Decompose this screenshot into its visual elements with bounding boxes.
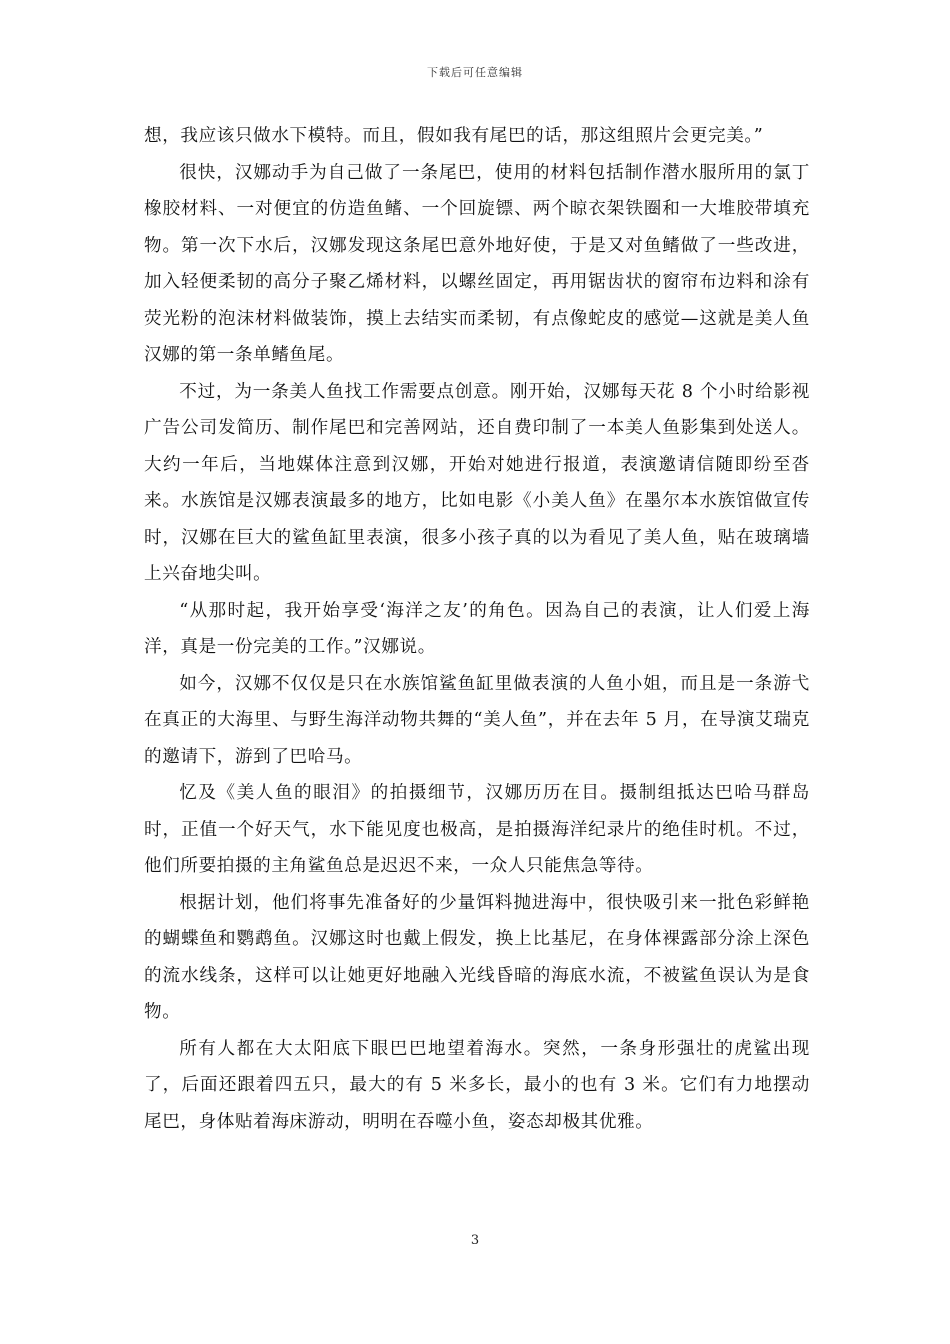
paragraph: 所有人都在大太阳底下眼巴巴地望着海水。突然，一条身形强壮的虎鲨出现了，后面还跟着四五只，最大的有 5 米多长，最小的也有 3 米。它们有力地摆动尾巴，身体贴着海床游动，明明在吞噬小鱼，姿态却极其优雅。 <box>144 1038 810 1132</box>
document-body <box>144 118 810 1140</box>
page-header: 下载后可任意编辑 <box>427 66 523 79</box>
paragraph: 如今，汉娜不仅仅是只在水族馆鲨鱼缸里做表演的人鱼小姐，而且是一条游弋在真正的大海里、与野生海洋动物共舞的“美人鱼”，并在去年 5 月，在导演艾瑞克的邀请下，游到了巴哈马。 <box>144 673 810 767</box>
paragraph-continuation: 想，我应该只做水下模特。而且，假如我有尾巴的话，那这组照片会更完美。” <box>144 126 764 146</box>
paragraph: “从那时起，我开始享受‘海洋之友’的角色。因為自己的表演，让人们爱上海洋，真是一份完美的工作。”汉娜说。 <box>144 600 810 657</box>
page-number: 3 <box>470 1233 480 1248</box>
paragraph: 忆及《美人鱼的眼泪》的拍摄细节，汉娜历历在目。摄制组抵达巴哈马群岛时，正值一个好天气，水下能见度也极高，是拍摄海洋纪录片的绝佳时机。不过，他们所要拍摄的主角鲨鱼总是迟迟不来，一众人只能焦急等待。 <box>144 783 810 876</box>
paragraph: 根据计划，他们将事先准备好的少量饵料抛进海中，很快吸引来一批色彩鲜艳的蝴蝶鱼和鹦鹉鱼。汉娜这时也戴上假发，换上比基尼，在身体裸露部分涂上深色的流水线条，这样可以让她更好地融入光线昏暗的海底水流，不被鲨鱼误认为是食物。 <box>144 892 810 1022</box>
paragraph: 不过，为一条美人鱼找工作需要点创意。刚开始，汉娜每天花 8 个小时给影视广告公司发简历、制作尾巴和完善网站，还自费印制了一本美人鱼影集到处送人。大约一年后，当地媒体注意到汉娜，开始对她进行报道，表演邀请信随即纷至沓来。水族馆是汉娜表演最多的地方，比如电影《小美人鱼》在墨尔本水族馆做宣传时，汉娜在巨大的鲨鱼缸里表演，很多小孩子真的以为看见了美人鱼，贴在玻璃墙上兴奋地尖叫。 <box>144 381 810 584</box>
paragraph: 很快，汉娜动手为自己做了一条尾巴，使用的材料包括制作潜水服所用的氯丁橡胶材料、一对便宜的仿造鱼鳍、一个回旋镖、两个晾衣架铁圈和一大堆胶带填充物。第一次下水后，汉娜发现这条尾巴意外地好使，于是又对鱼鳍做了一些改进，加入轻便柔韧的高分子聚乙烯材料，以螺丝固定，再用锯齿状的窗帘布边料和涂有荧光粉的泡沫材料做装饰，摸上去结实而柔韧，有点像蛇皮的感觉—这就是美人鱼汉娜的第一条单鳍鱼尾。 <box>144 162 810 365</box>
